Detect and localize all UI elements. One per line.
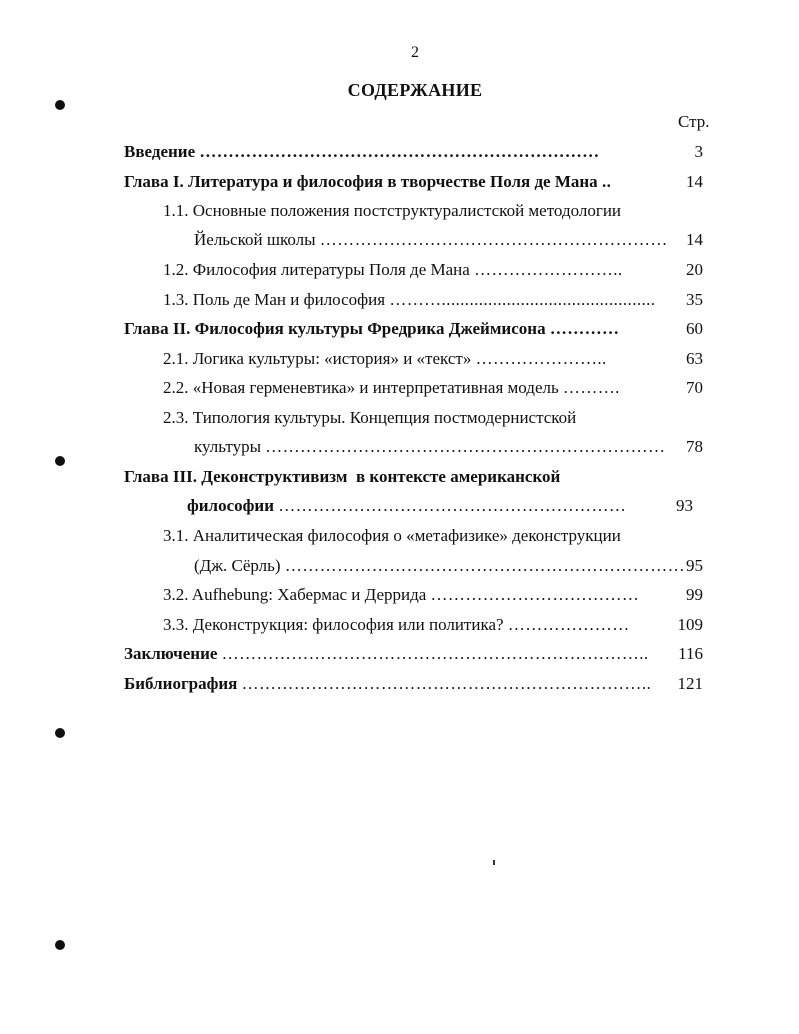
toc-entry-text: Заключение <box>124 644 218 663</box>
toc-page-number: 63 <box>686 349 703 368</box>
toc-page-number: 3 <box>694 142 703 161</box>
toc-entry-section-2-3[interactable] <box>163 408 576 428</box>
toc-leader: …………………………………………………………… <box>265 437 666 456</box>
toc-entry-bibliography[interactable] <box>124 674 651 694</box>
toc-page-number: 14 <box>686 172 703 191</box>
toc-entry-text: 1.1. Основные положения постструктуралистской методологии <box>163 201 622 220</box>
toc-leader: ……….............................................. <box>389 290 656 309</box>
toc-entry-text: Библиография <box>124 674 238 693</box>
toc-entry-text: Йельской школы <box>194 230 316 249</box>
toc-entry-chapter-3[interactable] <box>124 467 560 487</box>
toc-entry-section-3-1[interactable] <box>163 526 621 546</box>
toc-entry-section-1-1-cont[interactable] <box>194 230 668 250</box>
punch-hole-mark <box>55 456 65 466</box>
toc-entry-text: культуры <box>194 437 261 456</box>
punch-hole-mark <box>55 728 65 738</box>
toc-leader: …………………………………………………………….. <box>241 674 652 693</box>
toc-page-number: 60 <box>686 319 703 338</box>
toc-entry-introduction[interactable] <box>124 142 600 162</box>
toc-leader: ………………….. <box>475 349 607 368</box>
toc-entry-text: 2.2. «Новая герменевтика» и интерпретативная модель <box>163 378 559 397</box>
toc-leader: ……………………………… <box>430 585 640 604</box>
toc-entry-text: 1.3. Поль де Ман и философия <box>163 290 386 309</box>
toc-entry-section-2-2[interactable] <box>163 378 620 398</box>
toc-entry-conclusion[interactable] <box>124 644 649 664</box>
toc-page-number: 35 <box>686 290 703 309</box>
page-number: 2 <box>411 44 419 61</box>
toc-entry-section-1-1[interactable] <box>163 201 621 221</box>
toc-page-number: 121 <box>677 674 703 693</box>
toc-leader: ………………… <box>507 615 630 634</box>
toc-leader: ………… <box>549 319 620 338</box>
toc-entry-section-3-3[interactable] <box>163 615 630 635</box>
toc-page-number: 109 <box>677 615 703 634</box>
toc-entry-section-1-2[interactable] <box>163 260 623 280</box>
punch-hole-mark <box>55 100 65 110</box>
toc-leader: ……………………………………………………………….. <box>221 644 649 663</box>
toc-entry-section-2-1[interactable] <box>163 349 607 369</box>
toc-page-number: 78 <box>686 437 703 456</box>
toc-entry-text: 2.1. Логика культуры: «история» и «текст» <box>163 349 472 368</box>
toc-page-number: 116 <box>678 644 703 663</box>
page-title: СОДЕРЖАНИЕ <box>347 80 483 100</box>
toc-entry-section-3-2[interactable] <box>163 585 639 605</box>
toc-entry-text: Глава III. Деконструктивизм в контексте американской <box>124 467 561 486</box>
toc-leader: …………………………………………………… <box>278 496 627 515</box>
toc-entry-chapter-3-cont[interactable] <box>187 496 626 516</box>
page-column-header: Стр. <box>678 112 710 131</box>
toc-leader: …………………….. <box>474 260 623 279</box>
toc-entry-text: 3.1. Аналитическая философия о «метафизике» деконструкции <box>163 526 621 545</box>
toc-entry-section-3-1-cont[interactable] <box>194 556 685 576</box>
toc-entry-text: Глава II. Философия культуры Фредрика Джеймисона <box>124 319 546 338</box>
toc-entry-text: философии <box>187 496 274 515</box>
toc-entry-chapter-2[interactable] <box>124 319 619 339</box>
toc-leader: .. <box>601 172 612 191</box>
toc-entry-text: 3.3. Деконструкция: философия или политика? <box>163 615 504 634</box>
toc-leader: …………………………………………………………… <box>199 142 600 161</box>
toc-entry-section-2-3-cont[interactable] <box>194 437 665 457</box>
toc-entry-text: Глава I. Литература и философия в творчестве Поля де Мана <box>124 172 598 191</box>
toc-entry-text: Введение <box>124 142 196 161</box>
toc-leader: ………. <box>562 378 620 397</box>
toc-entry-text: 2.3. Типология культуры. Концепция постмодернистской <box>163 408 577 427</box>
toc-leader: …………………………………………………… <box>319 230 668 249</box>
toc-entry-text: (Дж. Сёрль) <box>194 556 281 575</box>
toc-entry-text: 3.2. Aufhebung: Хабермас и Деррида <box>163 585 427 604</box>
toc-page-number: 14 <box>686 230 703 249</box>
toc-entry-chapter-1[interactable] <box>124 172 611 192</box>
toc-page-number: 70 <box>686 378 703 397</box>
toc-leader: …………………………………………………………… <box>284 556 686 575</box>
punch-hole-mark <box>55 940 65 950</box>
scan-speck <box>493 860 495 865</box>
toc-page-number: 93 <box>676 496 693 515</box>
toc-page-number: 20 <box>686 260 703 279</box>
toc-page-number: 99 <box>686 585 703 604</box>
toc-page-number: 95 <box>686 556 703 575</box>
toc-entry-text: 1.2. Философия литературы Поля де Мана <box>163 260 470 279</box>
toc-entry-section-1-3[interactable] <box>163 290 655 310</box>
